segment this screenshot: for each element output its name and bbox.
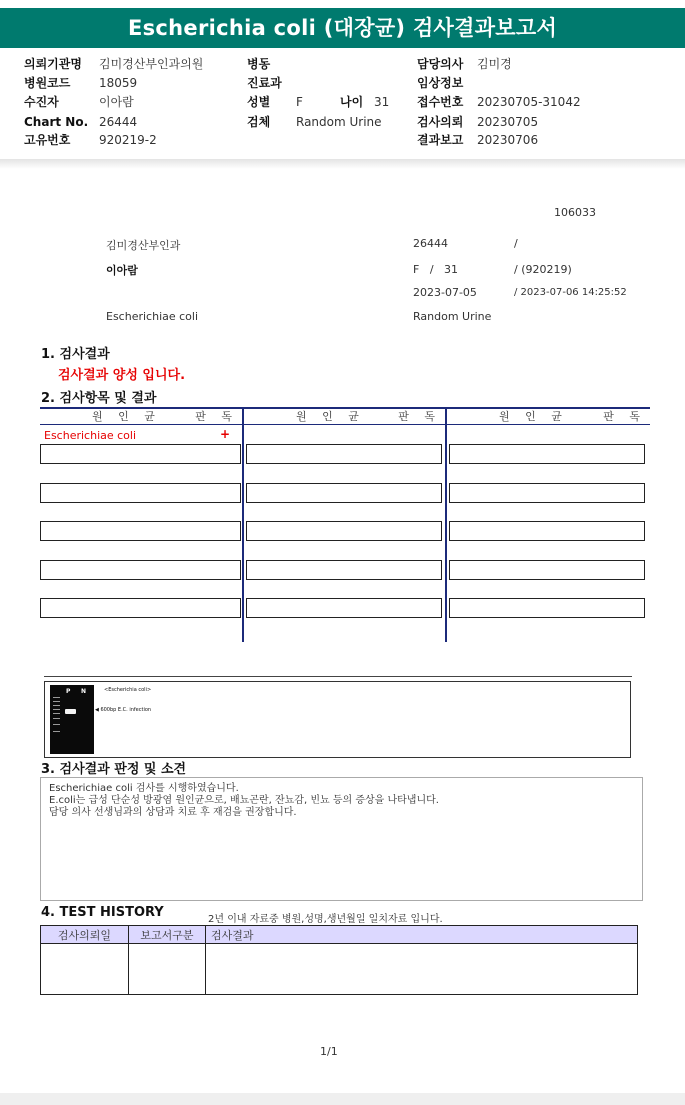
label-chart-no: Chart No. (24, 115, 89, 129)
section-3-title: 3. 검사결과 판정 및 소견 (41, 762, 187, 777)
value-age: 31 (374, 95, 390, 109)
gel-ladder-band (53, 697, 60, 698)
history-header-row (41, 926, 638, 944)
gel-lane-p: P (66, 688, 71, 695)
value-institution: 김미경산부인과의원 (99, 57, 204, 71)
header-divider (0, 159, 685, 169)
result-box (246, 598, 442, 618)
section-1-title: 1. 검사결과 (41, 347, 110, 362)
history-col-result: 검사결과 (206, 926, 638, 944)
results-col-group-3 (447, 409, 650, 424)
report-code: 106033 (554, 206, 596, 219)
info-date-reported: / 2023-07-06 14:25:52 (514, 287, 627, 298)
gel-band-label: 600bp E.C. infection (100, 707, 152, 713)
history-cell (41, 944, 129, 995)
col-header-judgement: 판 독 (603, 410, 646, 423)
result-judgement: + (220, 427, 231, 441)
label-specimen: 검체 (247, 115, 271, 129)
gel-electrophoresis-image (50, 685, 94, 754)
results-col-group-1 (40, 409, 242, 424)
results-grid-divider (242, 407, 244, 642)
comment-line: Escherichiae coli 검사를 시행하였습니다. (49, 783, 239, 794)
label-doctor: 담당의사 (417, 57, 464, 71)
info-specimen: Random Urine (413, 310, 492, 323)
result-box (449, 598, 645, 618)
label-sex: 성별 (247, 95, 271, 109)
value-specimen: Random Urine (296, 115, 382, 129)
info-test-name: Escherichiae coli (106, 310, 199, 323)
result-box (246, 483, 442, 503)
result-box (40, 598, 241, 618)
history-cell (129, 944, 206, 995)
report-title (0, 8, 685, 48)
value-chart-no: 26444 (99, 115, 138, 129)
value-report-date: 20230706 (477, 133, 539, 147)
gel-divider (44, 676, 632, 677)
gel-title: <Escherichia coli> (104, 687, 152, 693)
header-row-1 (24, 57, 203, 72)
footer-band (0, 1093, 685, 1105)
info-date-received: 2023-07-05 (413, 286, 477, 299)
value-sex: F (296, 95, 303, 109)
history-cell (206, 944, 638, 995)
info-sex-age: F / 31 (413, 263, 459, 276)
result-box (40, 560, 241, 580)
info-hospital: 김미경산부인과 (106, 239, 181, 252)
label-department: 진료과 (247, 76, 282, 90)
value-hospital-code: 18059 (99, 76, 138, 90)
gel-ladder-band (53, 718, 60, 719)
result-box (449, 560, 645, 580)
result-box (40, 521, 241, 541)
label-request-date: 검사의뢰 (417, 115, 464, 129)
gel-ladder-band (53, 701, 60, 702)
report-title-ko: (대장균) 검사결과보고서 (323, 16, 558, 40)
result-box (246, 560, 442, 580)
label-unique-no: 고유번호 (24, 133, 71, 147)
history-col-report-type: 보고서구분 (129, 926, 206, 944)
result-organism: Escherichiae coli (44, 429, 137, 442)
results-col-group-2 (244, 409, 445, 424)
section-2-title: 2. 검사항목 및 결과 (41, 391, 157, 406)
col-header-organism: 원 인 균 (92, 410, 161, 423)
result-message: 검사결과 양성 입니다. (58, 368, 186, 383)
history-col-request-date: 검사의뢰일 (41, 926, 129, 944)
info-chart: 26444 (413, 237, 448, 250)
gel-ladder-band (53, 709, 60, 710)
gel-ladder-band (53, 713, 60, 714)
value-patient: 이아람 (99, 95, 134, 109)
value-unique-no: 920219-2 (99, 133, 157, 147)
results-grid-header-rule (40, 424, 650, 425)
label-ward: 병동 (247, 57, 271, 71)
section-4-title: 4. TEST HISTORY (41, 905, 164, 920)
comment-line: E.coli는 급성 단순성 방광염 원인균으로, 배뇨곤란, 잔뇨감, 빈뇨 등의 증상을 나타냅니다. (49, 795, 439, 806)
result-box (449, 444, 645, 464)
page-number: 1/1 (320, 1045, 338, 1058)
comment-line: 담당 의사 선생님과의 상담과 치료 후 재검을 권장합니다. (49, 807, 297, 818)
info-slash: / (514, 237, 518, 250)
info-id: / (920219) (514, 263, 572, 276)
comment-box (40, 777, 643, 901)
history-table (40, 925, 638, 995)
gel-band-annotation: ◀ 600bp E.C. infection (95, 707, 152, 713)
label-clinical-info: 임상정보 (417, 76, 464, 90)
label-receipt-no: 접수번호 (417, 95, 464, 109)
history-row (41, 944, 638, 995)
label-institution: 의뢰기관명 (24, 57, 82, 71)
col-header-organism: 원 인 균 (296, 410, 365, 423)
label-age: 나이 (340, 95, 364, 109)
report-title-en: Escherichia coli (127, 16, 317, 40)
result-box (449, 521, 645, 541)
col-header-judgement: 판 독 (398, 410, 441, 423)
label-hospital-code: 병원코드 (24, 76, 71, 90)
gel-ladder-band (53, 731, 60, 732)
result-box (246, 521, 442, 541)
result-box (246, 444, 442, 464)
label-report-date: 결과보고 (417, 133, 464, 147)
label-patient: 수진자 (24, 95, 59, 109)
gel-ladder-band (53, 705, 60, 706)
col-header-organism: 원 인 균 (499, 410, 568, 423)
value-request-date: 20230705 (477, 115, 539, 129)
gel-lane-n: N (81, 688, 87, 695)
value-receipt-no: 20230705-31042 (477, 95, 581, 109)
gel-positive-band (65, 709, 76, 714)
info-patient: 이아람 (106, 264, 138, 277)
results-grid-divider (445, 407, 447, 642)
col-header-judgement: 판 독 (195, 410, 238, 423)
result-box (40, 444, 241, 464)
value-doctor: 김미경 (477, 57, 512, 71)
result-box (40, 483, 241, 503)
result-box (449, 483, 645, 503)
history-note: 2년 이내 자료중 병원,성명,생년월일 일치자료 입니다. (208, 914, 443, 925)
gel-ladder-band (53, 724, 60, 725)
